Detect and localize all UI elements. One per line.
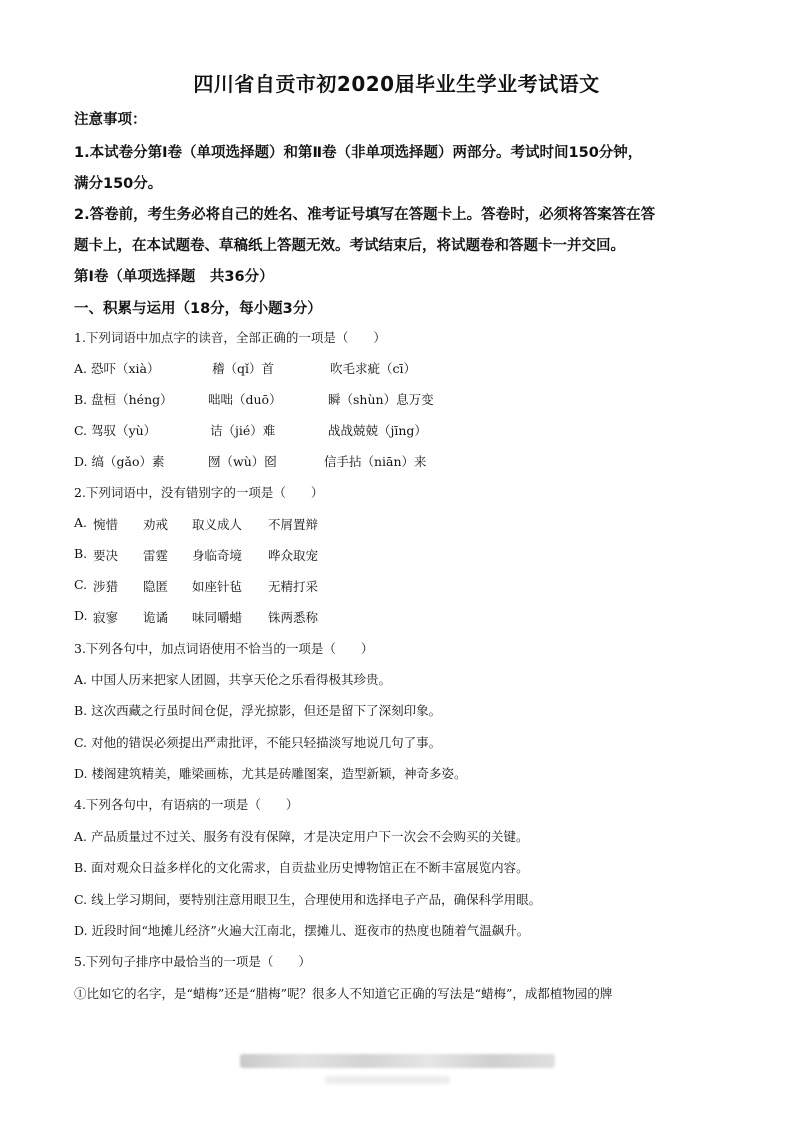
q1-d-3: 信手拈（niān）来: [324, 454, 427, 469]
q1-c-2: 诘（jié）难: [210, 423, 276, 438]
q1-a-1: A. 恐吓（xià）: [74, 361, 160, 376]
q3-stem: 3.下列各句中，加点词语使用不恰当的一项是（ ）: [74, 641, 374, 656]
q2-b-w4: 哗众取宠: [268, 548, 319, 563]
q1-b-1: B. 盘桓（héng）: [74, 392, 173, 407]
q4-option-a: A. 产品质量过不过关、服务有没有保障，才是决定用户下一次会不会购买的关键。: [74, 829, 529, 844]
q1-a-3: 吹毛求疵（cī）: [330, 361, 416, 376]
q2-b-letter: B.: [74, 546, 88, 561]
note-1-line-1: 1.本试卷分第Ⅰ卷（单项选择题）和第Ⅱ卷（非单项选择题）两部分。考试时间150分钟，: [74, 145, 643, 161]
q2-a-letter: A.: [74, 515, 88, 530]
page-title: 四川省自贡市初2020届毕业生学业考试语文: [193, 72, 600, 96]
q2-d-w4: 铢两悉称: [268, 610, 319, 625]
q1-a-2: 稽（qǐ）首: [212, 361, 274, 376]
note-2-line-1: 2.答卷前，考生务必将自己的姓名、准考证号填写在答题卡上。答卷时，必须将答案答在答: [74, 207, 656, 223]
q2-stem: 2.下列词语中，没有错别字的一项是（ ）: [74, 485, 324, 500]
q2-a-w3: 取义成人: [192, 517, 243, 532]
q2-b-w2: 雷霆: [143, 548, 169, 563]
q2-c-w2: 隐匿: [143, 579, 169, 594]
q4-option-c: C. 线上学习期间，要特别注意用眼卫生，合理使用和选择电子产品，确保科学用眼。: [74, 892, 542, 907]
q2-d-w2: 诡谲: [143, 610, 169, 625]
q2-c-w3: 如座针毡: [192, 579, 243, 594]
q3-option-b: B. 这次西藏之行虽时间仓促，浮光掠影，但还是留下了深刻印象。: [74, 703, 442, 718]
q2-d-letter: D.: [74, 608, 88, 623]
part-1-heading: 第Ⅰ卷（单项选择题 共36分）: [74, 269, 274, 285]
note-1-line-2: 满分150分。: [74, 176, 163, 192]
q1-c-1: C. 驾驭（yù）: [74, 423, 157, 438]
q1-d-2: 囫（wù）囵: [208, 454, 277, 469]
q2-a-w4: 不屑置辩: [268, 517, 319, 532]
q4-option-b: B. 面对观众日益多样化的文化需求，自贡盐业历史博物馆正在不断丰富展览内容。: [74, 860, 529, 875]
q2-b-w3: 身临奇境: [192, 548, 243, 563]
q2-d-w3: 味同嚼蜡: [192, 610, 243, 625]
q3-option-d: D. 楼阁建筑精美，雕梁画栋，尤其是砖雕图案，造型新颖，神奇多姿。: [74, 766, 467, 781]
notes-heading: 注意事项：: [74, 112, 147, 128]
q5-stem: 5.下列句子排序中最恰当的一项是（ ）: [74, 954, 311, 969]
q2-c-letter: C.: [74, 577, 88, 592]
q1-stem: 1.下列词语中加点字的读音，全部正确的一项是（ ）: [74, 330, 386, 345]
q3-option-c: C. 对他的错误必须提出严肃批评，不能只轻描淡写地说几句了事。: [74, 735, 442, 750]
q2-d-w1: 寂寥: [93, 610, 119, 625]
q4-stem: 4.下列各句中，有语病的一项是（ ）: [74, 797, 299, 812]
q3-option-a: A. 中国人历来把家人团圆，共享天伦之乐看得极其珍贵。: [74, 672, 391, 687]
footer-watermark: [240, 1054, 555, 1068]
q2-c-w4: 无精打采: [268, 579, 319, 594]
note-2-line-2: 题卡上，在本试题卷、草稿纸上答题无效。考试结束后，将试题卷和答题卡一并交回。: [74, 238, 625, 254]
q1-c-3: 战战兢兢（jīng）: [328, 423, 427, 438]
footer-watermark-sub: [325, 1076, 450, 1084]
q1-d-1: D. 缟（gǎo）素: [74, 454, 165, 469]
q2-a-w2: 劝戒: [143, 517, 169, 532]
q1-b-2: 咄咄（duō）: [208, 392, 282, 407]
q5-sentence-1: ①比如它的名字，是“蜡梅”还是“腊梅”呢？很多人不知道它正确的写法是“蜡梅”，成都植物园的牌: [74, 986, 613, 1001]
q2-c-w1: 涉猎: [93, 579, 119, 594]
q2-a-w1: 惋惜: [93, 517, 119, 532]
q1-b-3: 瞬（shùn）息万变: [328, 392, 434, 407]
section-1-heading: 一、积累与运用（18分，每小题3分）: [74, 301, 322, 317]
q2-b-w1: 要决: [93, 548, 119, 563]
q4-option-d: D. 近段时间“地摊儿经济”火遍大江南北，摆摊儿、逛夜市的热度也随着气温飙升。: [74, 923, 530, 938]
